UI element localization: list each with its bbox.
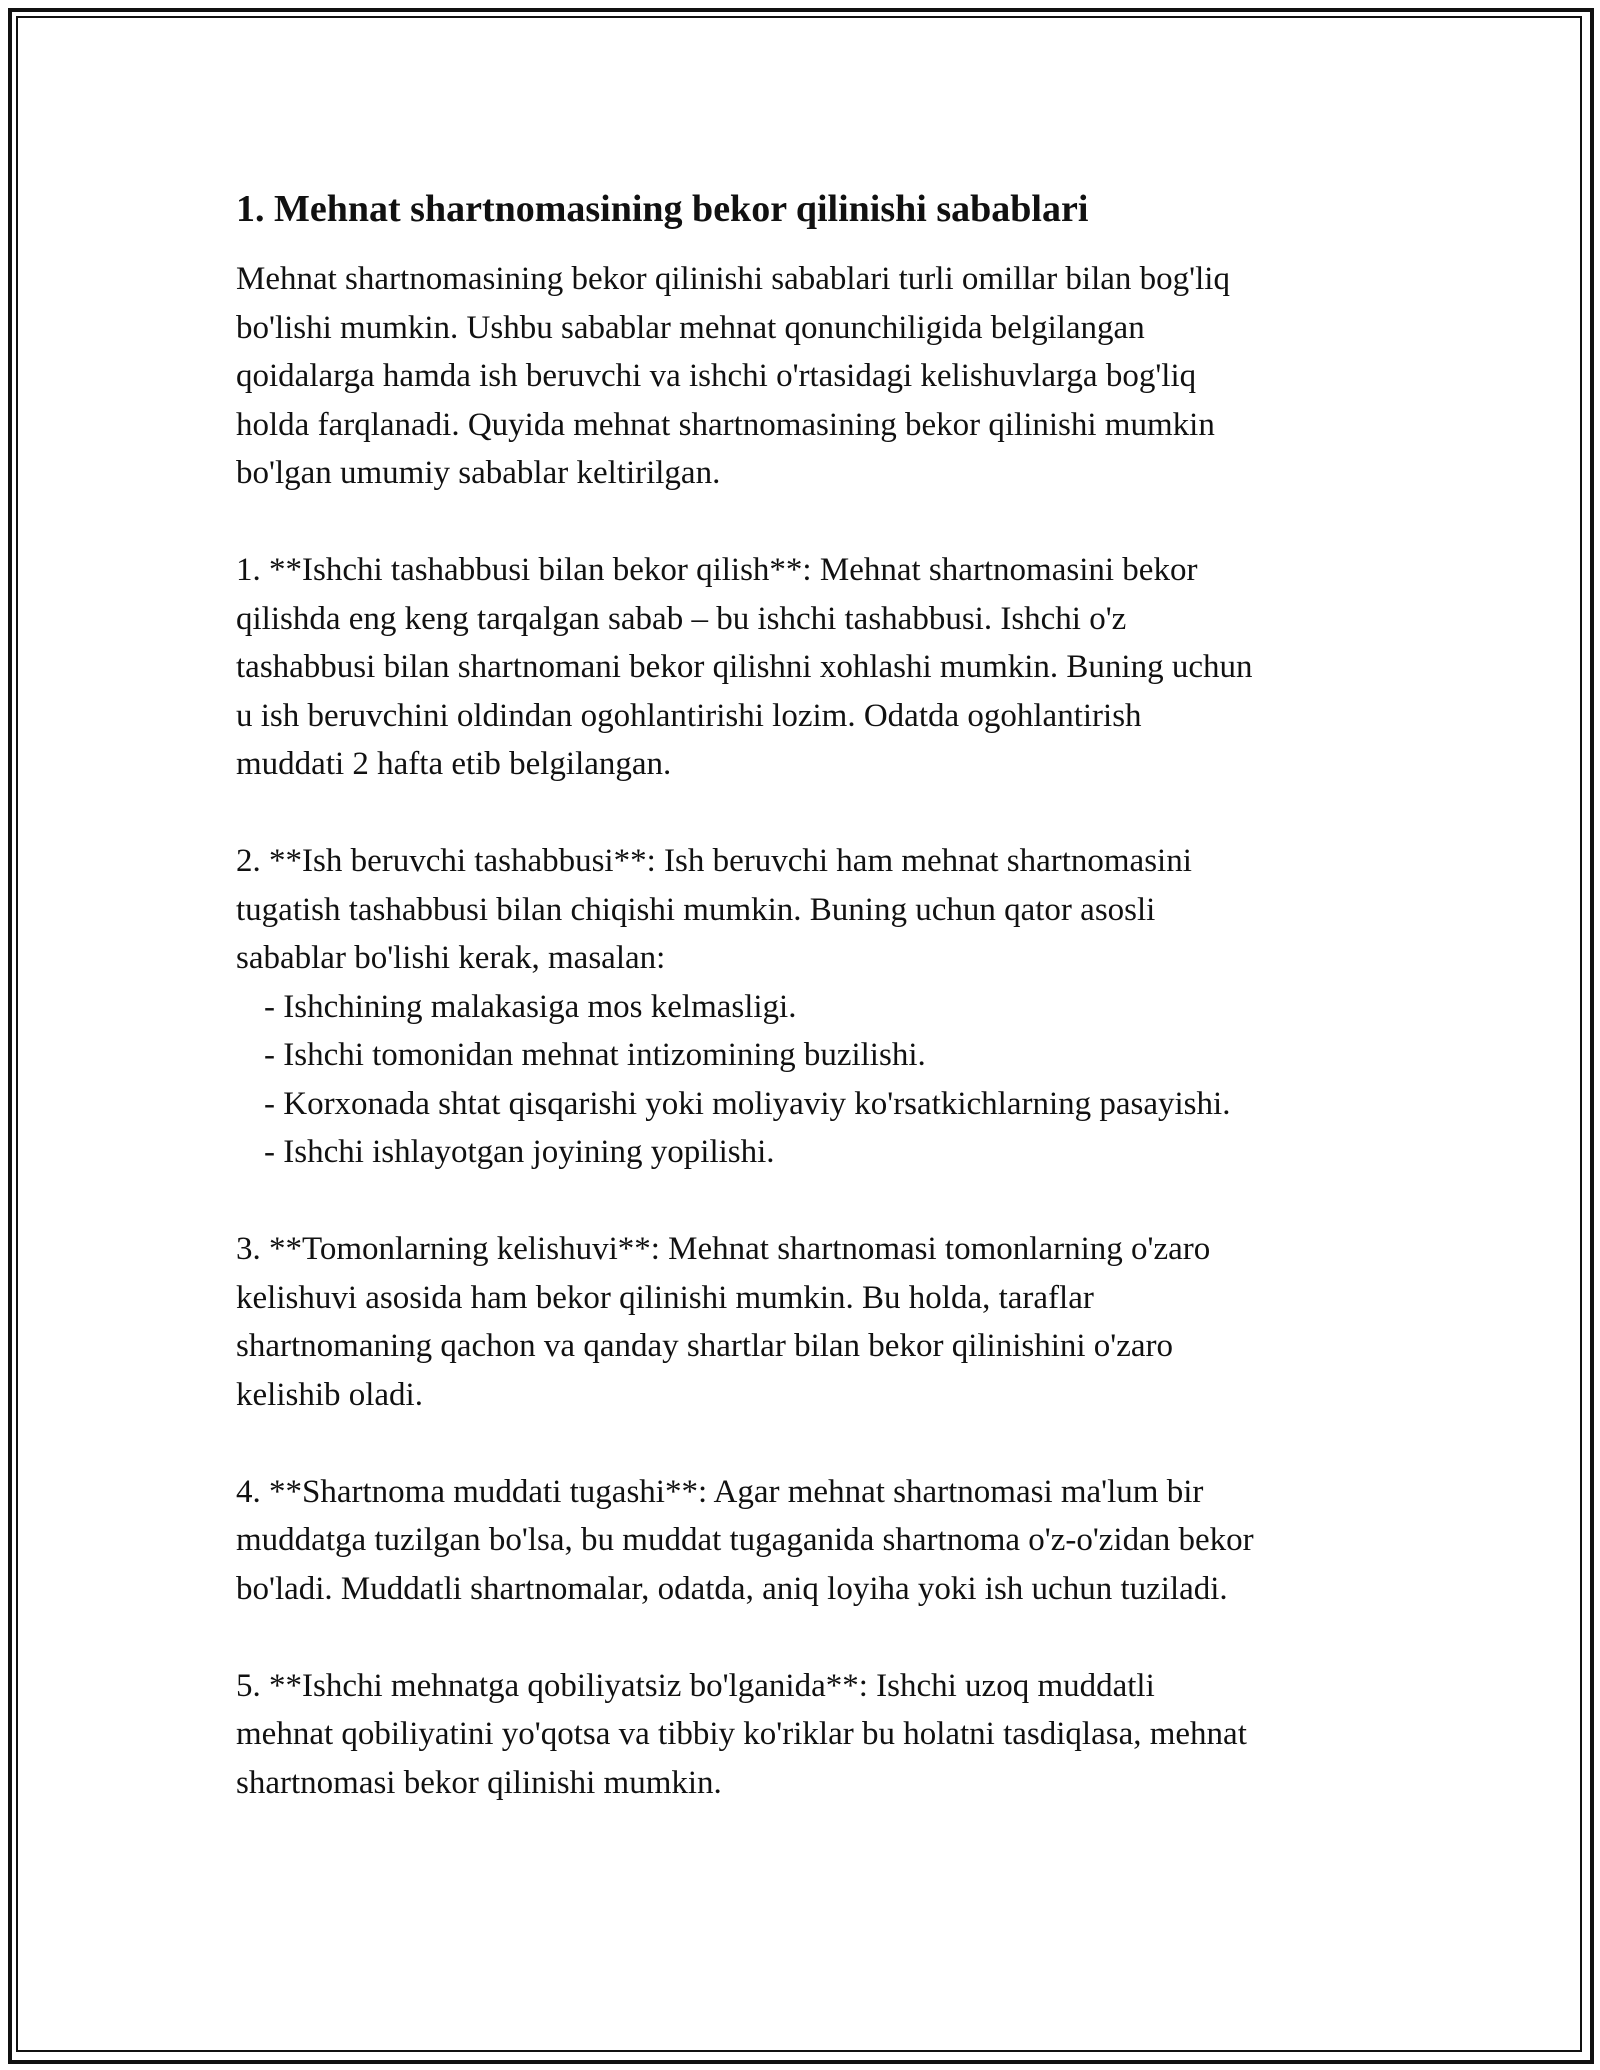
intro-paragraph (236, 255, 1386, 498)
paragraph-line: mehnat qobiliyatini yo'qotsa va tibbiy ko'riklar bu holatni tasdiqlasa, mehnat (236, 1716, 1247, 1752)
document-body (236, 185, 1386, 1856)
paragraph-line: 4. **Shartnoma muddati tugashi**: Agar mehnat shartnomasi ma'lum bir (236, 1473, 1204, 1510)
reason-item-1 (236, 546, 1386, 789)
paragraph-line: tugatish tashabbusi bilan chiqishi mumkin. Buning uchun qator asosli (236, 891, 1156, 928)
reason-item-2 (236, 837, 1386, 1177)
list-item: - Ishchi ishlayotgan joyining yopilishi. (264, 1134, 775, 1170)
paragraph-line: kelishib oladi. (236, 1376, 423, 1413)
paragraph-line: Mehnat shartnomasining bekor qilinishi sabablari turli omillar bilan bog'liq (236, 261, 1230, 297)
paragraph-line: qilishda eng keng tarqalgan sabab – bu ishchi tashabbusi. Ishchi o'z (236, 600, 1127, 637)
list-item: - Ishchi tomonidan mehnat intizomining buzilishi. (264, 1037, 926, 1073)
paragraph-line: qoidalarga hamda ish beruvchi va ishchi o'rtasidagi kelishuvlarga bog'liq (236, 358, 1197, 394)
paragraph-line: 2. **Ish beruvchi tashabbusi**: Ish beruvchi ham mehnat shartnomasini (236, 843, 1192, 879)
paragraph-line: u ish beruvchini oldindan ogohlantirishi lozim. Odatda ogohlantirish (236, 697, 1142, 734)
reason-item-5 (236, 1662, 1386, 1808)
section-heading: 1. Mehnat shartnomasining bekor qilinishi sabablari (236, 188, 1089, 230)
paragraph-line: tashabbusi bilan shartnomani bekor qilishni xohlashi mumkin. Buning uchun (236, 649, 1253, 685)
paragraph-line: muddatga tuzilgan bo'lsa, bu muddat tugaganida shartnoma o'z-o'zidan bekor (236, 1522, 1254, 1558)
paragraph-line: muddati 2 hafta etib belgilangan. (236, 746, 672, 782)
paragraph-line: bo'ladi. Muddatli shartnomalar, odatda, aniq loyiha yoki ish uchun tuziladi. (236, 1570, 1228, 1607)
reason-item-3 (236, 1225, 1386, 1419)
paragraph-line: 1. **Ishchi tashabbusi bilan bekor qilish**: Mehnat shartnomasini bekor (236, 552, 1198, 588)
paragraph-line: 3. **Tomonlarning kelishuvi**: Mehnat shartnomasi tomonlarning o'zaro (236, 1231, 1211, 1267)
paragraph-line: 5. **Ishchi mehnatga qobiliyatsiz bo'lganida**: Ishchi uzoq muddatli (236, 1667, 1155, 1704)
list-item: - Korxonada shtat qisqarishi yoki moliyaviy ko'rsatkichlarning pasayishi. (264, 1085, 1231, 1122)
paragraph-line: bo'lishi mumkin. Ushbu sabablar mehnat qonunchiligida belgilangan (236, 309, 1145, 346)
paragraph-line: shartnomaning qachon va qanday shartlar bilan bekor qilinishini o'zaro (236, 1328, 1174, 1364)
paragraph-line: sabablar bo'lishi kerak, masalan: (236, 940, 666, 976)
paragraph-line: kelishuvi asosida ham bekor qilinishi mumkin. Bu holda, taraflar (236, 1279, 1094, 1316)
reason-item-4 (236, 1468, 1386, 1614)
paragraph-line: shartnomasi bekor qilinishi mumkin. (236, 1764, 722, 1801)
paragraph-line: bo'lgan umumiy sabablar keltirilgan. (236, 455, 721, 491)
list-item: - Ishchining malakasiga mos kelmasligi. (264, 988, 797, 1025)
paragraph-line: holda farqlanadi. Quyida mehnat shartnomasining bekor qilinishi mumkin (236, 406, 1215, 443)
